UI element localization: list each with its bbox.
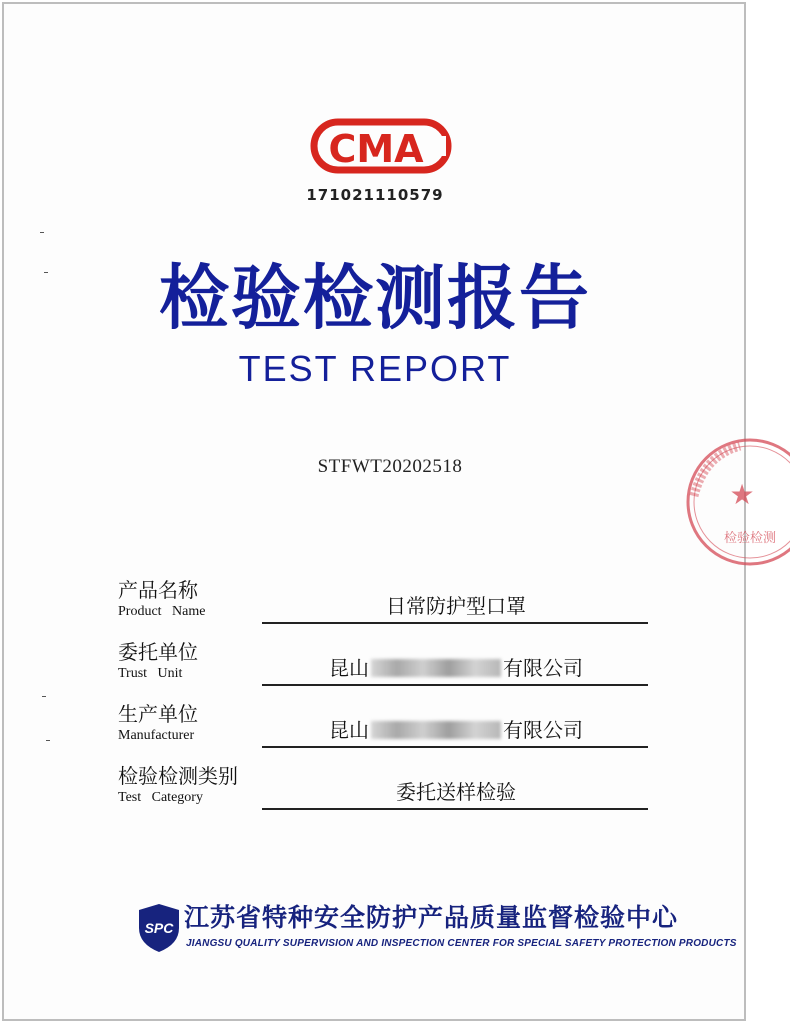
cma-logo-text: CMA: [328, 127, 424, 171]
field-label-cn: 委托单位: [118, 640, 198, 664]
footer-center-name-en: JIANGSU QUALITY SUPERVISION AND INSPECTION CENTER FOR SPECIAL SAFETY PROTECTION PRODUCTS: [186, 938, 737, 949]
seal-stamp: [680, 432, 790, 572]
field-value-suffix: 有限公司: [503, 718, 583, 742]
svg-text:★: ★: [729, 478, 755, 511]
field-label-cn: 检验检测类别: [118, 764, 238, 788]
footer-center-name-cn: 江苏省特种安全防护产品质量监督检验中心: [184, 903, 679, 932]
scan-speck: [44, 272, 48, 273]
field-value: [264, 714, 648, 743]
field-value: 日常防护型口罩: [386, 594, 526, 618]
field-value-prefix: 昆山: [329, 718, 369, 742]
field-value-prefix: 昆山: [329, 656, 369, 680]
cma-number: 171021110579: [306, 186, 444, 204]
field-value-suffix: 有限公司: [503, 656, 583, 680]
field-underline: [262, 746, 648, 748]
scan-speck: [46, 740, 50, 741]
report-number: STFWT20202518: [317, 456, 463, 477]
field-underline: [262, 622, 648, 624]
scan-speck: [40, 232, 44, 233]
field-label-en: Test Category: [118, 790, 203, 805]
title-chinese: 检验检测报告: [159, 257, 591, 339]
field-label-en: Manufacturer: [118, 728, 195, 743]
cma-logo: [316, 116, 446, 176]
field-label-cn: 产品名称: [118, 578, 198, 602]
field-value: 委托送样检验: [396, 780, 516, 804]
field-underline: [262, 684, 648, 686]
title-english: TEST REPORT: [238, 348, 512, 389]
redacted-blur: [371, 659, 501, 677]
field-label-cn: 生产单位: [118, 702, 198, 726]
redacted-blur: [371, 721, 501, 739]
spc-logo: [136, 902, 182, 954]
field-label-en: Trust Unit: [118, 666, 183, 681]
field-value: [264, 652, 648, 681]
scan-speck: [42, 696, 46, 697]
spc-logo-text: SPC: [144, 920, 174, 936]
seal-stamp-text: 检验检测: [724, 531, 777, 546]
field-underline: [262, 808, 648, 810]
field-label-en: Product Name: [118, 604, 206, 619]
